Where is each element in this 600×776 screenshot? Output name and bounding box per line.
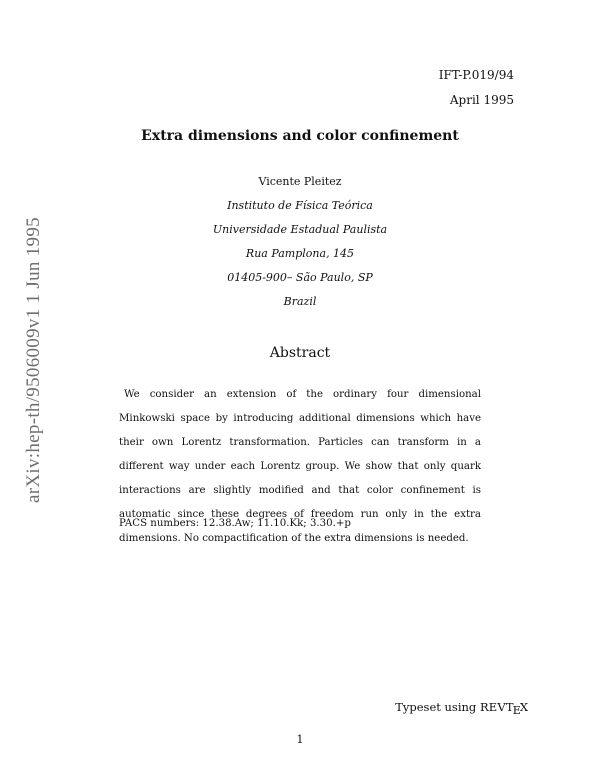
affiliation-street: Rua Pamplona, 145 — [245, 247, 355, 260]
report-date: April 1995 — [449, 93, 514, 107]
abstract-heading: Abstract — [269, 345, 331, 361]
author-name: Vicente Pleitez — [258, 175, 342, 188]
revtex-logo-e: E — [512, 704, 521, 717]
arxiv-margin-stamp — [20, 215, 48, 505]
revtex-logo-rev: REVT — [479, 700, 514, 714]
paper-title: Extra dimensions and color confinement — [141, 128, 459, 144]
affiliation-university: Universidade Estadual Paulista — [212, 223, 388, 236]
pacs-numbers: PACS numbers: 12.38.Aw; 11.10.Kk; 3.30.+p — [119, 518, 351, 529]
typeset-note — [395, 700, 528, 717]
affiliation-city: 01405-900– São Paulo, SP — [227, 271, 373, 284]
page-number: 1 — [296, 733, 304, 746]
arxiv-stamp-text: arXiv:hep-th/9506009v1 1 Jun 1995 — [23, 217, 44, 503]
typeset-prefix: Typeset using — [395, 700, 480, 714]
author-block — [0, 175, 600, 319]
revtex-logo-x: X — [519, 700, 528, 714]
affiliation-country: Brazil — [283, 295, 317, 308]
affiliation-institute: Instituto de Física Teórica — [227, 199, 373, 212]
report-number: IFT-P.019/94 — [438, 68, 514, 82]
abstract-text: We consider an extension of the ordinary four dimensional Minkowski space by introducing additional dimensions which have their own Lorentz transformation. Particles can transform in a different way under each Lorentz group. We show that only quark interactions are slightly modified and that color confinement is automatic since these degrees of freedom run only in the extra dimensions. No compactification of the extra dimensions is needed. — [119, 389, 481, 544]
